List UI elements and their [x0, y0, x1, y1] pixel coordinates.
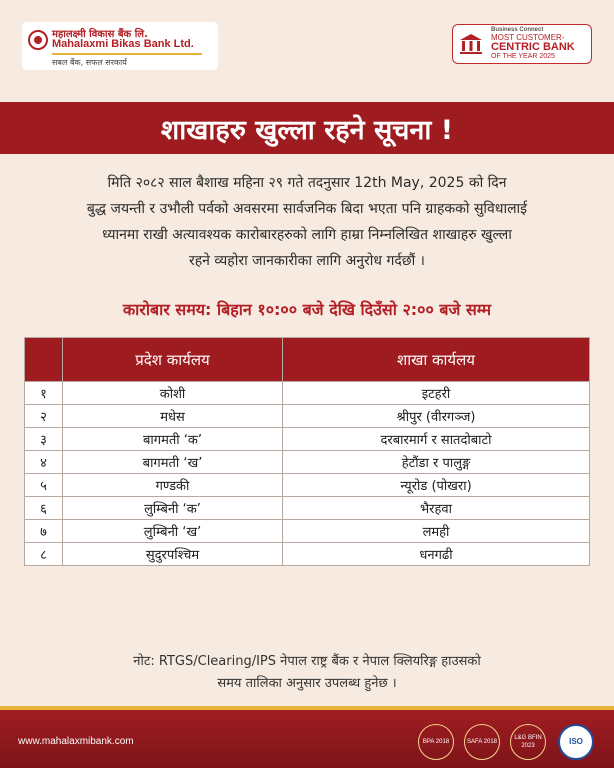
bank-building-icon	[459, 33, 483, 55]
business-hours: कारोबार समय: बिहान १०:०० बजे देखि दिउँसो २:०० बजे सम्म	[122, 300, 492, 319]
table-header-row	[25, 338, 590, 382]
row-number: ३	[25, 428, 63, 451]
bank-tagline: सबल बैंक, सफल सरकार्य	[52, 58, 127, 67]
table-row	[25, 520, 590, 543]
province-cell: लुम्बिनी ‘क’	[63, 497, 283, 520]
table-row	[25, 497, 590, 520]
note-line-2: समय तालिका अनुसार उपलब्ध हुनेछ ।	[217, 676, 397, 691]
branch-cell: लमही	[283, 520, 590, 543]
bank-name-nepali: महालक्ष्मी विकास बैंक लि.	[52, 29, 148, 40]
table-row	[25, 382, 590, 405]
page-title: शाखाहरु खुल्ला रहने सूचना !	[160, 114, 454, 146]
row-number: १	[25, 382, 63, 405]
province-cell: गण्डकी	[63, 474, 283, 497]
intro-line-4: रहने व्यहोरा जानकारीका लागि अनुरोध गर्दछौं ।	[189, 253, 425, 269]
footer	[0, 706, 614, 768]
logo-divider	[52, 53, 202, 55]
award-badge	[452, 24, 592, 64]
table-row	[25, 428, 590, 451]
bank-emblem-icon	[28, 30, 48, 50]
bpa-award-badge: BPA 2018	[418, 724, 454, 760]
bank-name-english: Mahalaxmi Bikas Bank Ltd.	[52, 38, 194, 50]
website-link[interactable]: www.mahalaxmibank.com	[18, 736, 134, 747]
row-number: ६	[25, 497, 63, 520]
province-cell: सुदुरपश्चिम	[63, 543, 283, 566]
branch-cell: हेटौंडा र पालुङ्ग	[283, 451, 590, 474]
table-row	[25, 451, 590, 474]
branch-table	[24, 337, 590, 566]
bfin-award-badge: L&G BFIN 2023	[510, 724, 546, 760]
title-banner	[0, 102, 614, 154]
intro-line-3: ध्यानमा राखी अत्यावश्यक कारोबारहरुको लागि हाम्रा निम्नलिखित शाखाहरु खुल्ला	[102, 227, 512, 243]
branch-cell: न्यूरोड (पोखरा)	[283, 474, 590, 497]
row-number: ४	[25, 451, 63, 474]
branch-cell: इटहरी	[283, 382, 590, 405]
safa-award-badge: SAFA 2018	[464, 724, 500, 760]
intro-line-2: बुद्ध जयन्ती र उभौली पर्वको अवसरमा सार्वजनिक बिदा भएता पनि ग्राहकको सुविधालाई	[86, 201, 528, 217]
table-row	[25, 474, 590, 497]
column-header-province: प्रदेश कार्यलय	[63, 338, 283, 382]
table-row	[25, 405, 590, 428]
branch-cell: भैरहवा	[283, 497, 590, 520]
row-number: २	[25, 405, 63, 428]
branch-cell: श्रीपुर (वीरगञ्ज)	[283, 405, 590, 428]
header	[0, 0, 614, 100]
note-line-1: नोट: RTGS/Clearing/IPS नेपाल राष्ट्र बैंक र नेपाल क्लियरिङ्ग हाउसको	[133, 654, 481, 669]
intro-line-1: मिति २०८२ साल बैशाख महिना २९ गते तदनुसार 12th May, 2025 को दिन	[107, 175, 507, 191]
iso-certification-badge: ISO	[558, 724, 594, 760]
column-header-branch: शाखा कार्यलय	[283, 338, 590, 382]
province-cell: कोशी	[63, 382, 283, 405]
award-line-1: MOST CUSTOMER-	[491, 33, 565, 42]
row-number: ८	[25, 543, 63, 566]
footnote	[30, 651, 584, 695]
province-cell: बागमती ‘ख’	[63, 451, 283, 474]
branch-cell: दरबारमार्ग र सातदोबाटो	[283, 428, 590, 451]
branch-cell: धनगढी	[283, 543, 590, 566]
column-header-number	[25, 338, 63, 382]
table-row	[25, 543, 590, 566]
award-line-2: CENTRIC BANK	[491, 41, 575, 53]
province-cell: मधेस	[63, 405, 283, 428]
row-number: ७	[25, 520, 63, 543]
award-sponsor: Business Connect	[491, 27, 544, 33]
intro-paragraph	[20, 170, 594, 274]
row-number: ५	[25, 474, 63, 497]
province-cell: लुम्बिनी ‘ख’	[63, 520, 283, 543]
province-cell: बागमती ‘क’	[63, 428, 283, 451]
bank-logo[interactable]	[22, 22, 218, 70]
award-line-3: OF THE YEAR 2025	[491, 53, 555, 60]
